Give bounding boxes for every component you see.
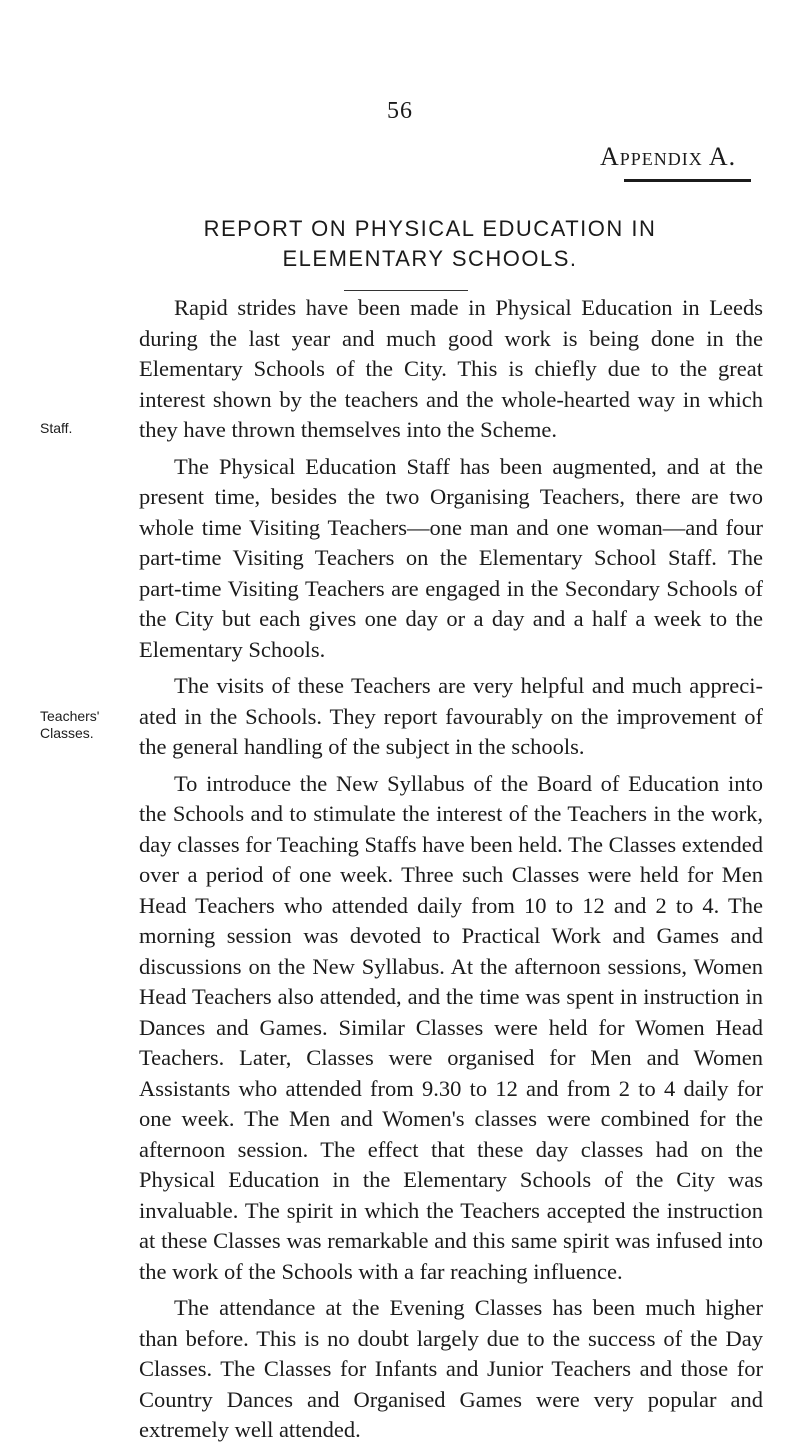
title-divider [344, 290, 468, 291]
title-line-2: ELEMENTARY SCHOOLS. [282, 246, 578, 271]
appendix-label: Appendix A. [600, 142, 737, 171]
title-line-1: REPORT ON PHYSICAL EDUCATION IN [203, 216, 657, 241]
margin-note-staff: Staff. [40, 420, 73, 436]
page-number: 56 [387, 98, 413, 124]
paragraph-intro: Rapid strides have been made in Physical Education in Leeds during the last year and much good work is being done in the Elementary Schools of the City. This is chiefly due to the great interest shown by the teachers and the whole-hearted way in which they have thrown themselves into the Scheme. [139, 295, 763, 442]
appendix-underline [624, 179, 751, 182]
paragraph-evening-classes: The attendance at the Evening Classes has been much higher than before. This is no doubt largely due to the success of the Day Classes. The Classes for Infants and Junior Teachers and those for Country Dances and Organised Games were very popular and extremely well attended. [139, 1295, 763, 1442]
paragraph-visits: The visits of these Teachers are very helpful and much appreci- ated in the Schools. They report favourably on the improvement of the general handling of the subject in the schools. [139, 673, 763, 759]
report-title [150, 214, 710, 274]
body-text [139, 293, 763, 1452]
margin-note-teachers-classes: Teachers' Classes. [40, 708, 100, 741]
paragraph-teachers-classes: To introduce the New Syllabus of the Board of Education into the Schools and to stimulate the interest of the Teachers in the work, day classes for Teaching Staffs have been held. The Classes extended over a period of one week. Three such Classes were held for Men Head Teachers who attended daily from 10 to 12 and 2 to 4. The morning session was devoted to Practical Work and Games and discussions on the New Syllabus. At the afternoon sessions, Women Head Teachers also attended, and the time was spent in instruction in Dances and Games. Similar Classes were held for Women Head Teachers. Later, Classes were organised for Men and Women Assistants who attended from 9.30 to 12 and from 2 to 4 daily for one week. The Men and Women's classes were combined for the afternoon session. The effect that these day classes had on the Physical Education in the Elementary Schools of the City was invaluable. The spirit in which the Teachers accepted the instruction at these Classes was remarkable and this same spirit was infused into the work of the Schools with a far reaching influence. [139, 770, 763, 1284]
paragraph-staff: The Physical Education Staff has been augmented, and at the present time, besides the two Organising Teachers, there are two whole time Visiting Teachers—one man and one woman—and four part-time Visiting Teachers on the Elementary School Staff. The part-time Visiting Teachers are engaged in the Secondary Schools of the City but each gives one day or a day and a half a week to the Elementary Schools. [139, 453, 763, 662]
